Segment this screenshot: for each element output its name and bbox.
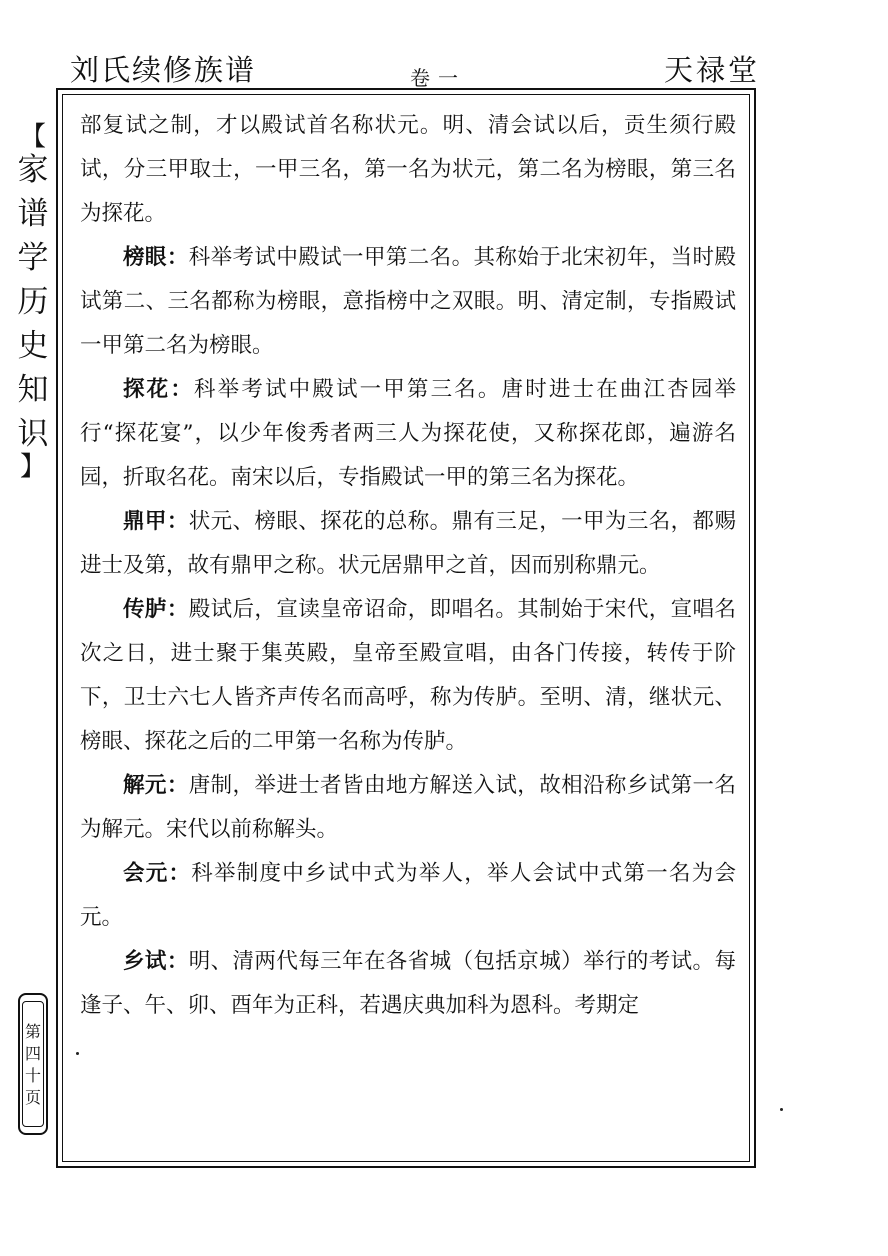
term-label: 会元	[123, 861, 169, 886]
header-book-title: 刘氏续修族谱	[70, 53, 257, 87]
paragraph-chuanlu	[80, 588, 736, 764]
side-title-char: 史	[17, 328, 49, 364]
page-number-badge	[18, 993, 48, 1135]
side-title-char: 学	[17, 240, 49, 276]
side-title-char: 谱	[17, 196, 49, 232]
page-number-text	[20, 1021, 46, 1109]
bracket-close: 】	[19, 452, 46, 482]
term-separator: ：	[168, 861, 192, 886]
term-separator: ：	[166, 245, 189, 270]
page-number-char: 十	[24, 1066, 41, 1085]
term-separator: ：	[166, 949, 189, 974]
paragraph-huiyuan	[80, 852, 736, 940]
scan-speck	[76, 1052, 79, 1055]
side-title-char: 家	[17, 152, 49, 188]
paragraph-text: 科举制度中乡试中式为举人，举人会试中式第一名为会元。	[80, 861, 736, 930]
term-separator: ：	[170, 377, 194, 402]
term-label: 传胪	[123, 597, 167, 622]
paragraph-jieyuan	[80, 764, 736, 852]
term-label: 探花	[123, 377, 171, 402]
term-label: 解元	[123, 773, 167, 798]
side-title-char: 识	[17, 416, 49, 452]
paragraph-text: 唐制，举进士者皆由地方解送入试，故相沿称乡试第一名为解元。宋代以前称解头。	[80, 773, 736, 842]
scan-speck	[780, 1108, 783, 1111]
page-number-char: 第	[24, 1022, 41, 1041]
paragraph-text: 状元、榜眼、探花的总称。鼎有三足，一甲为三名，都赐进士及第，故有鼎甲之称。状元居鼎甲之首，因而别称鼎元。	[80, 509, 736, 578]
term-separator: ：	[166, 597, 189, 622]
body-text	[80, 104, 736, 1028]
paragraph-text: 科举考试中殿试一甲第三名。唐时进士在曲江杏园举行“探花宴”，以少年俊秀者两三人为探花使，又称探花郎，遍游名园，折取名花。南宋以后，专指殿试一甲的第三名为探花。	[80, 377, 736, 490]
side-title-char: 知	[17, 372, 49, 408]
term-separator: ：	[166, 773, 189, 798]
paragraph-text: 部复试之制，才以殿试首名称状元。明、清会试以后，贡生须行殿试，分三甲取士，一甲三名，第一名为状元，第二名为榜眼，第三名为探花。	[80, 113, 736, 226]
side-title-char: 历	[17, 284, 49, 320]
term-separator: ：	[166, 509, 189, 534]
header-volume: 卷一	[410, 66, 466, 90]
header-hall-name: 天禄堂	[663, 53, 760, 87]
page-number-char: 四	[24, 1044, 41, 1063]
term-label: 榜眼	[123, 245, 167, 270]
term-label: 乡试	[123, 949, 167, 974]
paragraph-dingjia	[80, 500, 736, 588]
side-section-title	[14, 122, 52, 482]
paragraph-text: 殿试后，宣读皇帝诏命，即唱名。其制始于宋代，宣唱名次之日，进士聚于集英殿，皇帝至殿宣唱，由各门传接，转传于阶下，卫士六七人皆齐声传名而高呼，称为传胪。至明、清，继状元、榜眼、探花之后的二甲第一名称为传胪。	[80, 597, 736, 754]
bracket-open: 【	[19, 122, 46, 152]
paragraph-text: 明、清两代每三年在各省城（包括京城）举行的考试。每逢子、午、卯、酉年为正科，若遇庆典加科为恩科。考期定	[80, 949, 736, 1018]
paragraph-tanhua	[80, 368, 736, 500]
paragraph-bangyan	[80, 236, 736, 368]
page-number-char: 页	[24, 1088, 41, 1107]
paragraph-continued	[80, 104, 736, 236]
paragraph-text: 科举考试中殿试一甲第二名。其称始于北宋初年，当时殿试第二、三名都称为榜眼，意指榜中之双眼。明、清定制，专指殿试一甲第二名为榜眼。	[80, 245, 736, 358]
paragraph-xiangshi	[80, 940, 736, 1028]
term-label: 鼎甲	[123, 509, 167, 534]
